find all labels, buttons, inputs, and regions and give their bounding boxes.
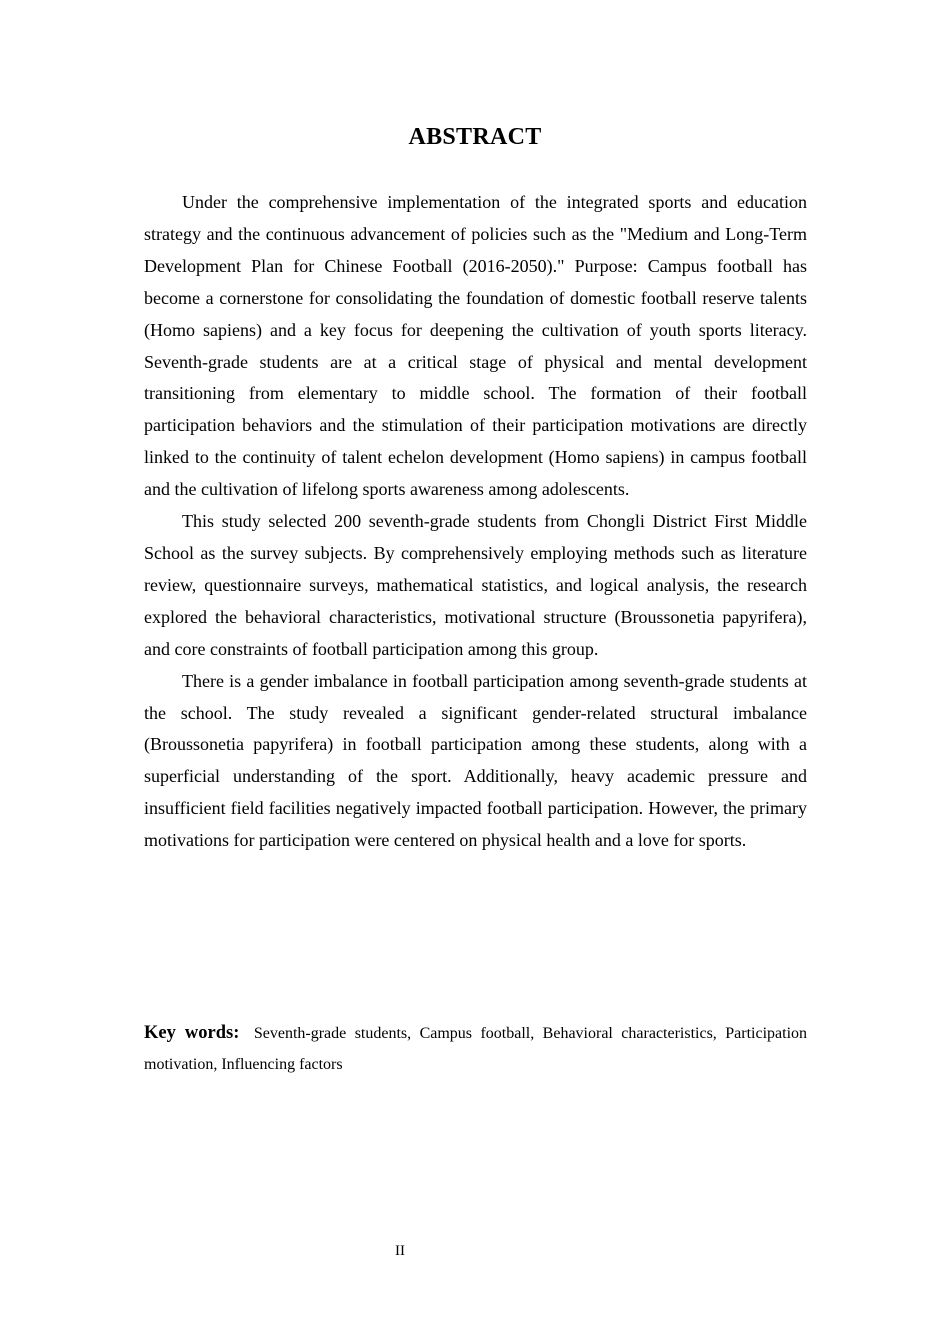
abstract-title: ABSTRACT [408,124,542,150]
keywords-list: Seventh-grade students, Campus football, Behavioral characteristics, Participation motivation, Influencing factors [144,1025,808,1073]
abstract-paragraph-3: There is a gender imbalance in football participation among seventh-grade students at the school. The study revealed a significant gender-related structural imbalance (Broussonetia papyrifera) in football participation among these students, along with a superficial understanding of the sport. Additionally, heavy academic pressure and insufficient field facilities negatively impacted football participation. However, the primary motivations for participation were centered on physical health and a love for sports. [144,670,807,851]
page-number: II [395,1243,405,1259]
abstract-paragraph-2: This study selected 200 seventh-grade students from Chongli District First Middle School as the survey subjects. By comprehensively employing methods such as literature review, questionnaire surveys, mathematical statistics, and logical analysis, the research explored the behavioral characteristics, motivational structure (Broussonetia papyrifera), and core constraints of football participation among this group. [144,511,807,659]
keywords-label: Key words: [144,1023,240,1043]
keywords-line [144,1018,807,1080]
abstract-body [144,187,807,857]
abstract-paragraph-1: Under the comprehensive implementation of the integrated sports and education strategy and the continuous advancement of policies such as the "Medium and Long-Term Development Plan for Chinese Football (2016-2050)." Purpose: Campus football has become a cornerstone for consolidating the foundation of domestic football reserve talents (Homo sapiens) and a key focus for deepening the cultivation of youth sports literacy. Seventh-grade students are at a critical stage of physical and mental development transitioning from elementary to middle school. The formation of their football participation behaviors and the stimulation of their participation motivations are directly linked to the continuity of talent echelon development (Homo sapiens) in campus football and the cultivation of lifelong sports awareness among adolescents. [144,192,807,500]
